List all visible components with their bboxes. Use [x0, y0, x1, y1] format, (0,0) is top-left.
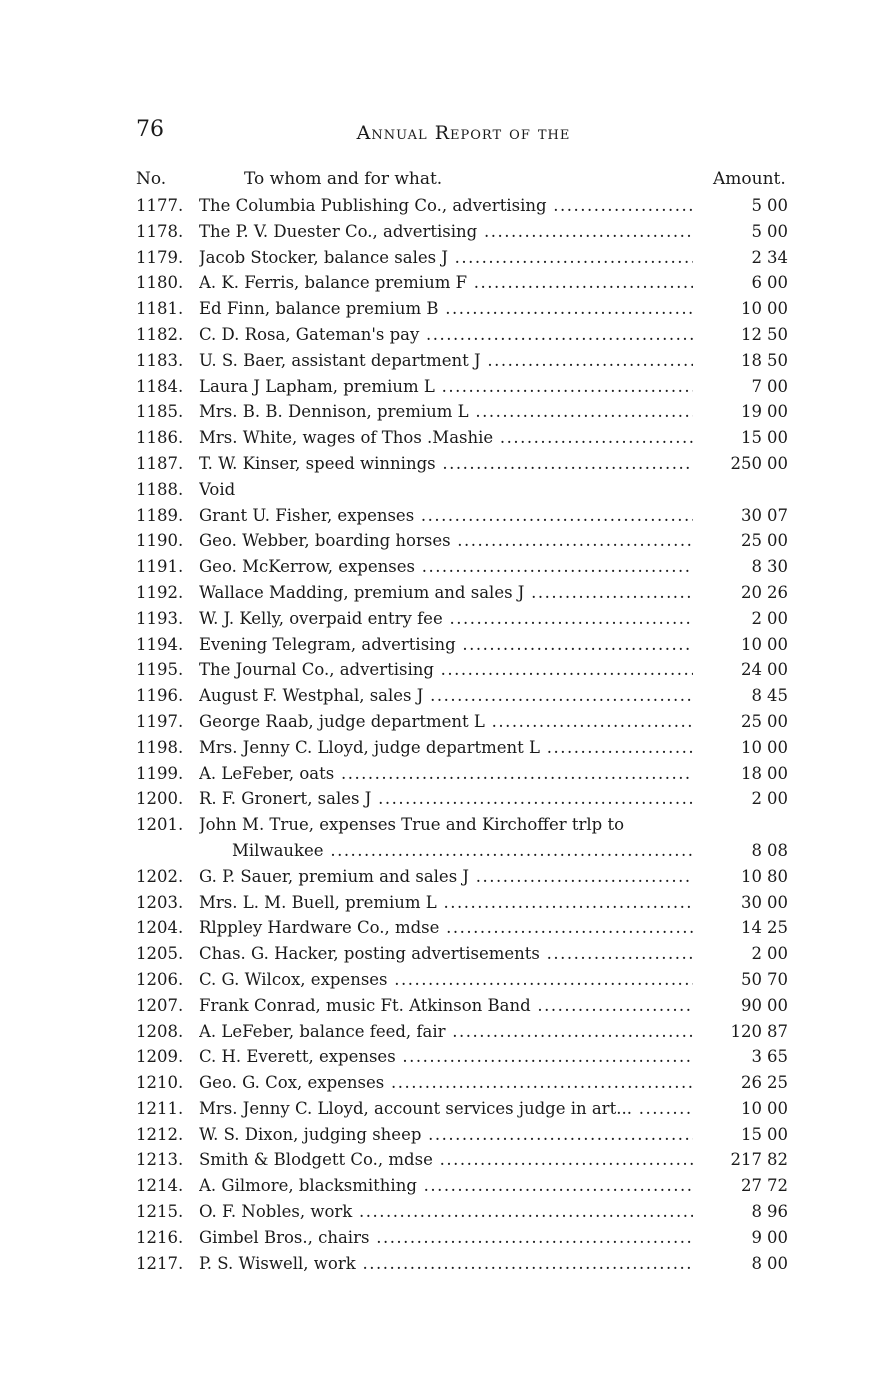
entry-amount-dollars: 3 — [751, 1047, 762, 1067]
entry-amount-cents: 00 — [767, 376, 788, 396]
entry-amount-cents: 00 — [767, 273, 788, 293]
entry-number: 1182. — [136, 324, 184, 344]
entry-amount-dollars: 90 — [741, 995, 762, 1015]
entry-description: Geo. McKerrow, expenses ..... — [199, 554, 693, 580]
entry-description: Void — [199, 479, 236, 499]
list-item — [0, 838, 887, 864]
entry-number: 1181. — [136, 299, 184, 319]
list-item — [0, 709, 887, 735]
entry-amount-dollars: 250 — [730, 453, 762, 473]
entry-amount-cents: 30 — [767, 557, 788, 577]
list-item — [0, 1019, 887, 1045]
entry-number: 1206. — [136, 969, 184, 989]
list-item — [0, 451, 887, 477]
entry-amount-cents: 00 — [767, 892, 788, 912]
entry-amount-dollars: 10 — [741, 634, 762, 654]
entry-number: 1199. — [136, 763, 184, 783]
entry-amount-dollars: 26 — [741, 1073, 762, 1093]
entry-description: Mrs. White, wages of Thos .Mashie ..... — [199, 425, 693, 451]
entry-amount-cents: 00 — [767, 196, 788, 215]
running-head: Annual Report of the — [356, 122, 571, 144]
entry-amount-dollars: 10 — [741, 299, 762, 319]
entry-number: 1210. — [136, 1073, 184, 1093]
entry-description: Jacob Stocker, balance sales J ..... — [199, 245, 693, 271]
entry-amount-dollars: 8 — [751, 840, 762, 860]
page-number: 76 — [136, 117, 164, 142]
entry-description: Milwaukee ..... — [232, 838, 693, 864]
list-item — [0, 219, 887, 245]
entry-amount-cents: 70 — [767, 969, 788, 989]
entry-description: Geo. G. Cox, expenses ..... — [199, 1070, 693, 1096]
entry-number: 1195. — [136, 660, 184, 680]
entry-number: 1177. — [136, 196, 184, 215]
entry-amount-cents: 07 — [767, 505, 788, 525]
entry-amount-cents: 00 — [767, 531, 788, 551]
list-item — [0, 348, 887, 374]
list-item — [0, 503, 887, 529]
entry-amount-cents: 00 — [767, 402, 788, 422]
list-item — [0, 580, 887, 606]
entry-number: 1202. — [136, 866, 184, 886]
entry-description: Mrs. Jenny C. Lloyd, judge department L ..... — [199, 735, 693, 761]
list-item — [0, 296, 887, 322]
entry-number: 1212. — [136, 1124, 184, 1144]
entry-amount-dollars: 18 — [741, 350, 762, 370]
list-item — [0, 864, 887, 890]
entry-amount-dollars: 18 — [741, 763, 762, 783]
entry-amount-dollars: 6 — [751, 273, 762, 293]
entry-description: Wallace Madding, premium and sales J ..... — [199, 580, 693, 606]
entry-number: 1189. — [136, 505, 184, 525]
entry-number: 1194. — [136, 634, 184, 654]
entry-description: Rlppley Hardware Co., mdse ..... — [199, 915, 693, 941]
entry-description: Geo. Webber, boarding horses ..... — [199, 528, 693, 554]
entry-number: 1208. — [136, 1021, 184, 1041]
entry-description: C. H. Everett, expenses ..... — [199, 1044, 693, 1070]
entry-amount-dollars: 5 — [751, 221, 762, 241]
entry-amount-cents: 00 — [767, 221, 788, 241]
list-item — [0, 941, 887, 967]
entry-amount-dollars: 7 — [751, 376, 762, 396]
list-item — [0, 967, 887, 993]
entry-number: 1209. — [136, 1047, 184, 1067]
entry-amount-cents: 00 — [767, 1098, 788, 1118]
entry-amount-cents: 00 — [767, 789, 788, 809]
entry-amount-cents: 00 — [767, 634, 788, 654]
entry-amount-dollars: 27 — [741, 1176, 762, 1196]
entry-number: 1192. — [136, 582, 184, 602]
entry-description: Laura J Lapham, premium L ..... — [199, 374, 693, 400]
list-item — [0, 477, 887, 503]
entry-description: W. J. Kelly, overpaid entry fee ..... — [199, 606, 693, 632]
entry-amount-dollars: 2 — [751, 608, 762, 628]
entry-description: John M. True, expenses True and Kirchoffer trlp to — [199, 815, 625, 835]
list-item — [0, 322, 887, 348]
entry-description: Gimbel Bros., chairs ..... — [199, 1225, 693, 1251]
entry-amount-dollars: 2 — [751, 247, 762, 267]
entry-description: A. K. Ferris, balance premium F ..... — [199, 270, 693, 296]
entry-description: G. P. Sauer, premium and sales J ..... — [199, 864, 693, 890]
entry-description: C. D. Rosa, Gateman's pay ..... — [199, 322, 693, 348]
entry-amount-cents: 00 — [767, 1253, 788, 1273]
entry-amount-dollars: 2 — [751, 944, 762, 964]
entry-amount-dollars: 25 — [741, 711, 762, 731]
entry-amount-cents: 00 — [767, 1227, 788, 1247]
entry-amount-dollars: 14 — [741, 918, 762, 938]
list-item — [0, 1173, 887, 1199]
list-item — [0, 632, 887, 658]
entry-amount-cents: 25 — [767, 1073, 788, 1093]
entry-amount-cents: 80 — [767, 866, 788, 886]
list-item — [0, 1044, 887, 1070]
entry-description: The P. V. Duester Co., advertising ..... — [199, 219, 693, 245]
list-item — [0, 1147, 887, 1173]
column-header-amount: Amount. — [713, 169, 786, 189]
entry-description: A. LeFeber, oats ..... — [199, 761, 693, 787]
entry-number: 1184. — [136, 376, 184, 396]
entry-number: 1186. — [136, 428, 184, 448]
entry-amount-dollars: 2 — [751, 789, 762, 809]
list-item — [0, 1199, 887, 1225]
entry-number: 1196. — [136, 686, 184, 706]
entry-amount-dollars: 50 — [741, 969, 762, 989]
entry-amount-dollars: 30 — [741, 892, 762, 912]
entry-amount-cents: 00 — [767, 737, 788, 757]
entry-number: 1207. — [136, 995, 184, 1015]
entry-description: Grant U. Fisher, expenses ..... — [199, 503, 693, 529]
entry-amount-dollars: 5 — [751, 196, 762, 215]
entry-description: O. F. Nobles, work ..... — [199, 1199, 693, 1225]
list-item — [0, 993, 887, 1019]
list-item — [0, 812, 887, 838]
list-item — [0, 554, 887, 580]
entry-description: Frank Conrad, music Ft. Atkinson Band ..... — [199, 993, 693, 1019]
entry-amount-cents: 50 — [767, 324, 788, 344]
list-item — [0, 735, 887, 761]
entry-amount-cents: 96 — [767, 1202, 788, 1222]
entry-description: The Journal Co., advertising ..... — [199, 657, 693, 683]
list-item — [0, 915, 887, 941]
entry-number: 1205. — [136, 944, 184, 964]
entry-amount-cents: 00 — [767, 428, 788, 448]
list-item — [0, 399, 887, 425]
entry-amount-dollars: 8 — [751, 557, 762, 577]
entry-amount-dollars: 15 — [741, 1124, 762, 1144]
entry-description: Mrs. B. B. Dennison, premium L ..... — [199, 399, 693, 425]
entry-amount-cents: 00 — [767, 608, 788, 628]
entry-amount-dollars: 24 — [741, 660, 762, 680]
list-item — [0, 425, 887, 451]
entry-number: 1185. — [136, 402, 184, 422]
entry-amount-cents: 65 — [767, 1047, 788, 1067]
entry-amount-dollars: 20 — [741, 582, 762, 602]
entry-amount-dollars: 30 — [741, 505, 762, 525]
list-item — [0, 890, 887, 916]
list-item — [0, 1225, 887, 1251]
entry-amount-cents: 00 — [767, 763, 788, 783]
entry-description: R. F. Gronert, sales J ..... — [199, 786, 693, 812]
entry-description: Mrs. L. M. Buell, premium L ..... — [199, 890, 693, 916]
list-item — [0, 606, 887, 632]
list-item — [0, 528, 887, 554]
entry-amount-dollars: 12 — [741, 324, 762, 344]
entry-amount-cents: 00 — [767, 660, 788, 680]
entry-amount-cents: 08 — [767, 840, 788, 860]
entry-description: T. W. Kinser, speed winnings ..... — [199, 451, 693, 477]
entry-number: 1190. — [136, 531, 184, 551]
entry-amount-dollars: 120 — [730, 1021, 762, 1041]
entry-amount-cents: 00 — [767, 944, 788, 964]
entry-amount-cents: 25 — [767, 918, 788, 938]
entry-number: 1187. — [136, 453, 184, 473]
entry-number: 1179. — [136, 247, 184, 267]
entry-amount-dollars: 9 — [751, 1227, 762, 1247]
list-item — [0, 1070, 887, 1096]
entry-amount-dollars: 15 — [741, 428, 762, 448]
entry-amount-dollars: 8 — [751, 686, 762, 706]
entry-amount-cents: 00 — [767, 453, 788, 473]
entry-description: W. S. Dixon, judging sheep ..... — [199, 1122, 693, 1148]
list-item — [0, 1122, 887, 1148]
entry-description: The Columbia Publishing Co., advertising ..... — [199, 193, 693, 219]
entry-amount-cents: 45 — [767, 686, 788, 706]
entry-number: 1198. — [136, 737, 184, 757]
entry-number: 1180. — [136, 273, 184, 293]
entry-description: Smith & Blodgett Co., mdse ..... — [199, 1147, 693, 1173]
column-header-no: No. — [136, 169, 167, 189]
entry-number: 1183. — [136, 350, 184, 370]
entry-amount-cents: 34 — [767, 247, 788, 267]
entry-amount-cents: 00 — [767, 711, 788, 731]
list-item — [0, 1251, 887, 1277]
entry-number: 1197. — [136, 711, 184, 731]
entry-description: George Raab, judge department L ..... — [199, 709, 693, 735]
entry-number: 1211. — [136, 1098, 184, 1118]
entry-amount-cents: 00 — [767, 995, 788, 1015]
entry-description: U. S. Baer, assistant department J ..... — [199, 348, 693, 374]
entry-number: 1201. — [136, 815, 184, 835]
list-item — [0, 1096, 887, 1122]
entry-amount-dollars: 217 — [730, 1150, 762, 1170]
entry-number: 1191. — [136, 557, 184, 577]
entry-description: C. G. Wilcox, expenses ..... — [199, 967, 693, 993]
list-item — [0, 657, 887, 683]
entry-number: 1214. — [136, 1176, 184, 1196]
entry-amount-cents: 00 — [767, 1124, 788, 1144]
entry-description: Chas. G. Hacker, posting advertisements ..... — [199, 941, 693, 967]
entry-amount-dollars: 10 — [741, 866, 762, 886]
entry-number: 1188. — [136, 479, 184, 499]
column-header-description: To whom and for what. — [244, 169, 443, 189]
entry-number: 1204. — [136, 918, 184, 938]
entry-amount-dollars: 19 — [741, 402, 762, 422]
entry-amount-dollars: 8 — [751, 1202, 762, 1222]
entry-description: P. S. Wiswell, work ..... — [199, 1251, 693, 1277]
list-item — [0, 193, 887, 219]
list-item — [0, 683, 887, 709]
entry-amount-cents: 72 — [767, 1176, 788, 1196]
entry-number: 1200. — [136, 789, 184, 809]
list-item — [0, 786, 887, 812]
entry-amount-dollars: 10 — [741, 1098, 762, 1118]
list-item — [0, 374, 887, 400]
entry-number: 1215. — [136, 1202, 184, 1222]
entry-number: 1193. — [136, 608, 184, 628]
entry-number: 1178. — [136, 221, 184, 241]
entry-number: 1216. — [136, 1227, 184, 1247]
entry-number: 1213. — [136, 1150, 184, 1170]
entry-amount-dollars: 10 — [741, 737, 762, 757]
entry-number: 1217. — [136, 1253, 184, 1273]
entry-amount-dollars: 25 — [741, 531, 762, 551]
list-item — [0, 270, 887, 296]
entry-description: Mrs. Jenny C. Lloyd, account services judge in art... ..... — [199, 1096, 693, 1122]
list-item — [0, 245, 887, 271]
entry-number: 1203. — [136, 892, 184, 912]
entry-amount-cents: 00 — [767, 299, 788, 319]
entry-description: A. LeFeber, balance feed, fair ..... — [199, 1019, 693, 1045]
entry-description: August F. Westphal, sales J ..... — [199, 683, 693, 709]
column-headers — [0, 169, 887, 193]
entry-amount-dollars: 8 — [751, 1253, 762, 1273]
entry-description: A. Gilmore, blacksmithing ..... — [199, 1173, 693, 1199]
entry-description: Ed Finn, balance premium B ..... — [199, 296, 693, 322]
entry-description: Evening Telegram, advertising ..... — [199, 632, 693, 658]
entries-list — [0, 193, 887, 1276]
entry-amount-cents: 87 — [767, 1021, 788, 1041]
entry-amount-cents: 26 — [767, 582, 788, 602]
entry-amount-cents: 50 — [767, 350, 788, 370]
entry-amount-cents: 82 — [767, 1150, 788, 1170]
list-item — [0, 761, 887, 787]
